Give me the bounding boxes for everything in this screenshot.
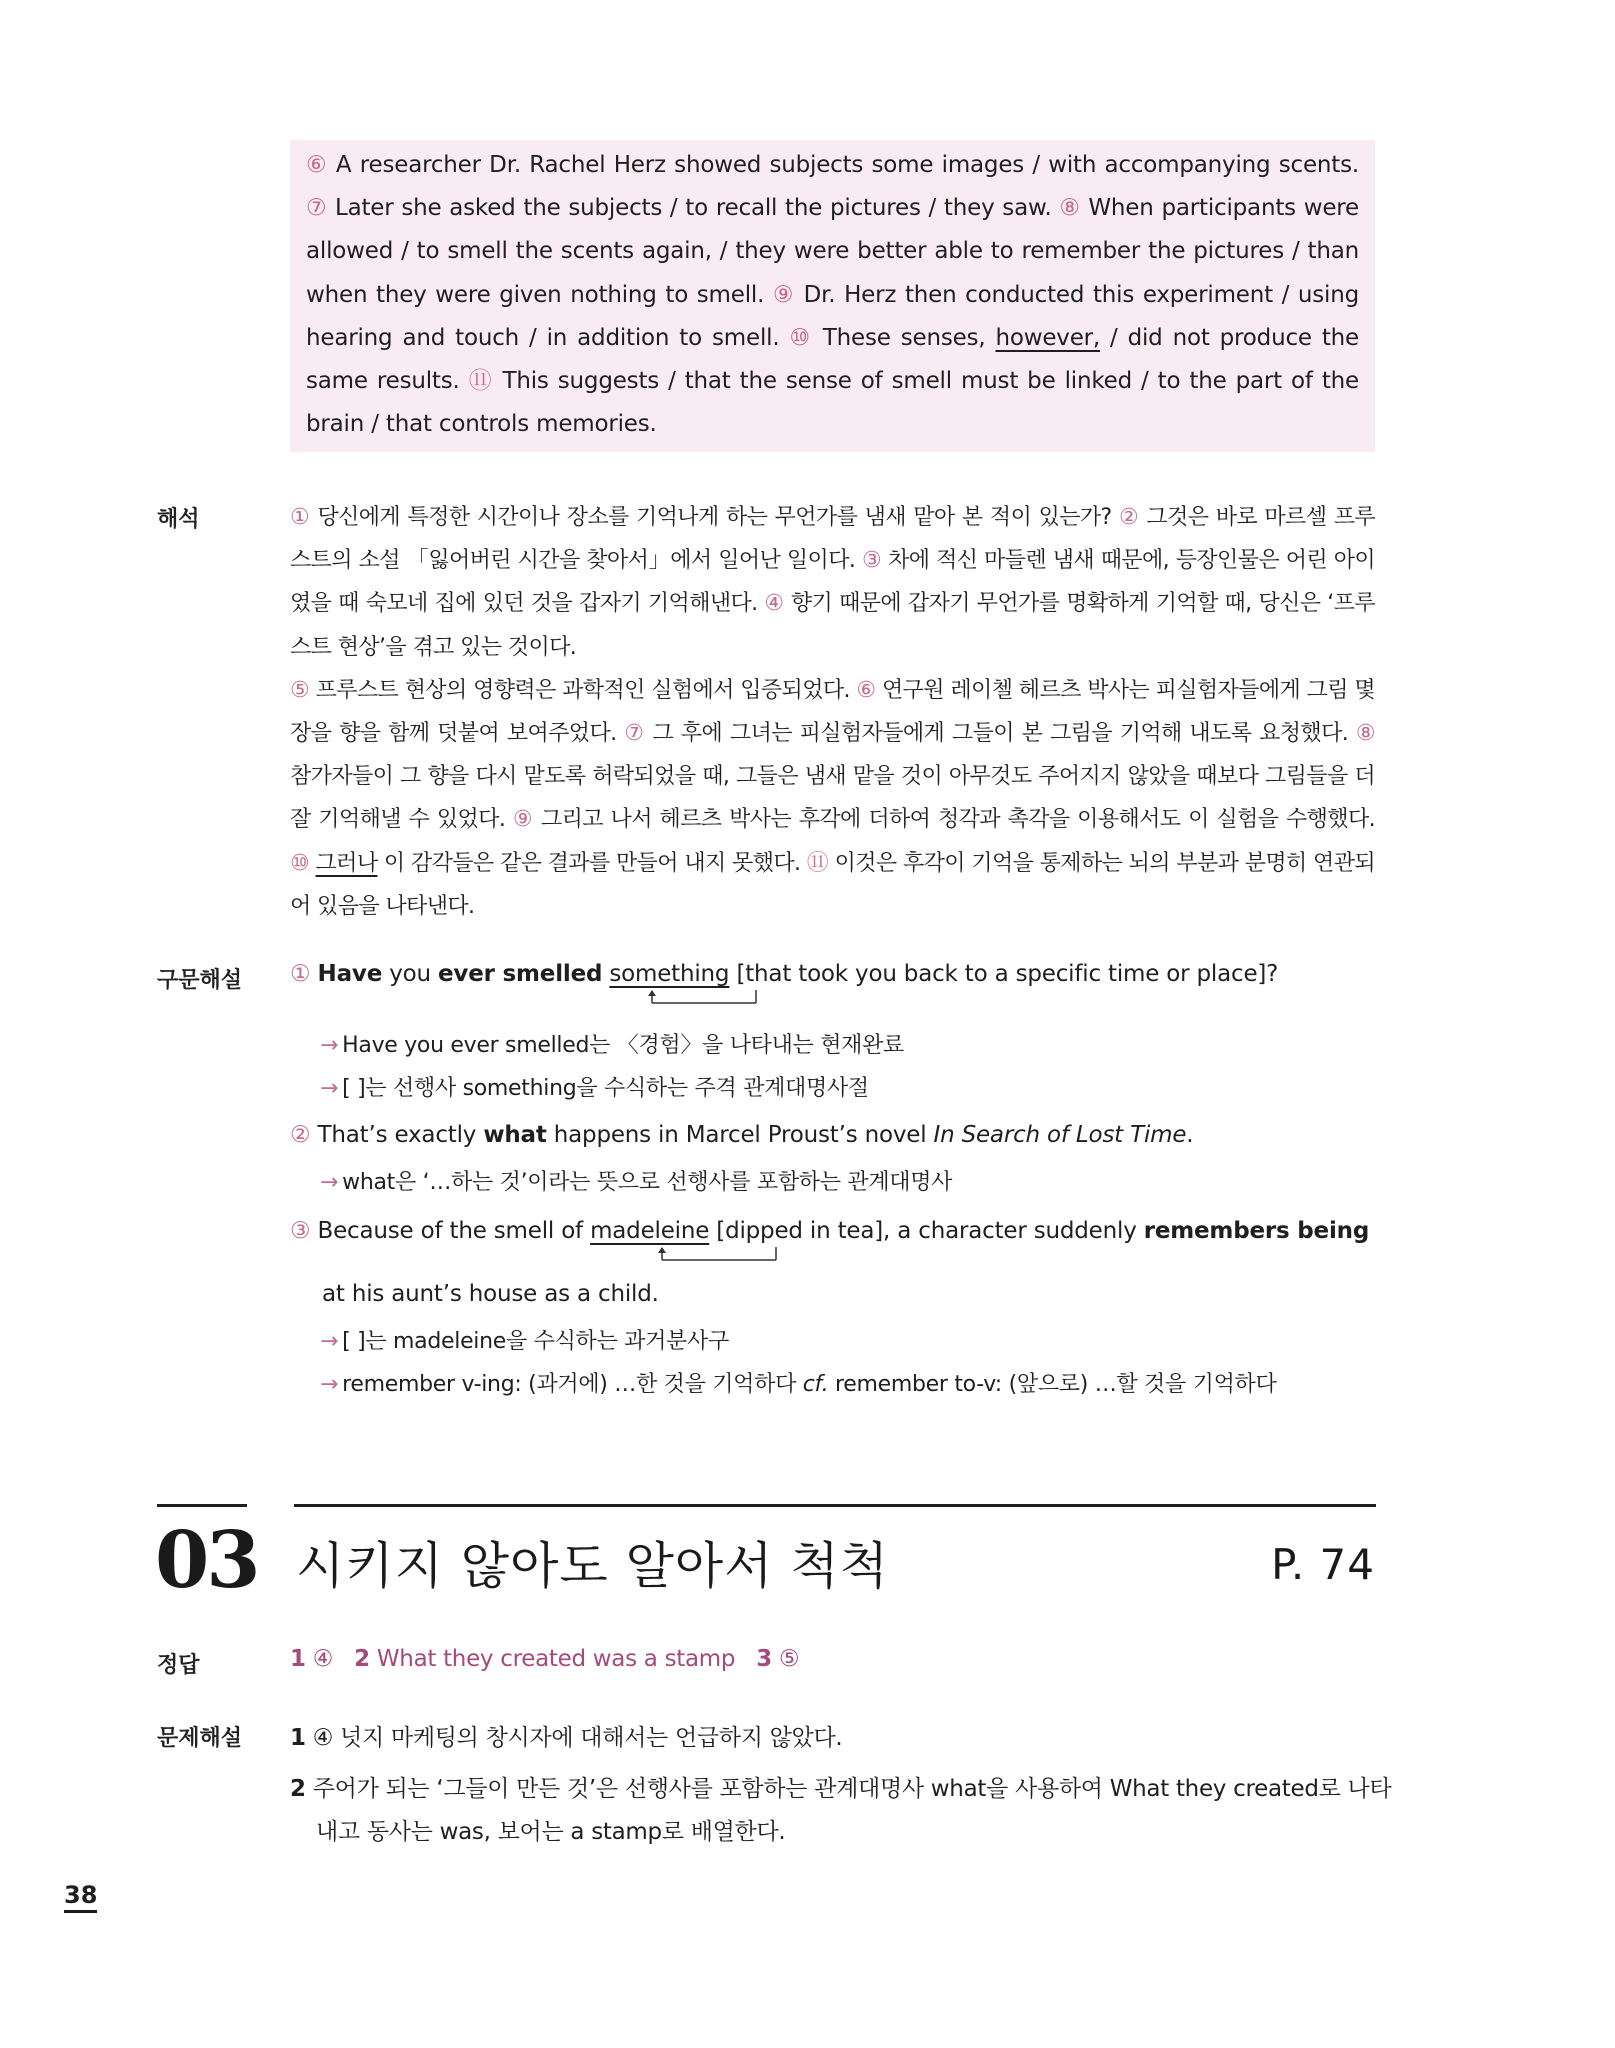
underlined-connector: 그러나 (315, 850, 378, 876)
answer-number: 3 (756, 1646, 772, 1672)
sentence-number: ① (290, 505, 311, 530)
grammar-item-3-continued: at his aunt’s house as a child. (322, 1281, 659, 1307)
translation-sentence: 차에 적신 마들렌 냄새 때문에, 등장인물은 어린 아이였을 때 숙모네 집에 있던 것을 갑자기 기억해낸다. (290, 548, 1376, 617)
item-number: ① (290, 961, 311, 987)
sentence-number: ⑩ (789, 324, 813, 351)
antecedent-link-icon (590, 988, 770, 1008)
item-number: ② (290, 1122, 311, 1148)
grammar-text: [that took you back to a specific time or place]? (729, 961, 1279, 987)
translation-sentence: 그것은 바로 마르셀 프루스트의 소설 「잃어버린 시간을 찾아서」에서 일어난 일이다. (290, 505, 1376, 574)
explanation-text: ④ 넛지 마케팅의 창시자에 대해서는 언급하지 않았다. (305, 1725, 843, 1751)
grammar-item-3 (290, 1218, 1369, 1244)
grammar-note (320, 1165, 952, 1196)
translation-sentence: 연구원 레이첼 헤르츠 박사는 피실험자들에게 그림 몇 장을 향을 함께 덧붙여 보여주었다. (290, 677, 1376, 747)
item-number: 2 (290, 1776, 306, 1802)
sentence-6: A researcher Dr. Rachel Herz showed subjects some images / with accompanying scents. (327, 152, 1360, 178)
grammar-text: Because of the smell of (310, 1218, 591, 1244)
novel-title: In Search of Lost Time (933, 1122, 1187, 1148)
sentence-number: ⑦ (306, 195, 328, 222)
answer-number: 2 (354, 1646, 370, 1672)
grammar-text: you (382, 961, 438, 987)
grammar-text: [dipped in tea], a character suddenly (709, 1218, 1144, 1244)
antecedent-link-icon (600, 1245, 780, 1265)
sentence-number: ③ (861, 548, 882, 574)
grammar-note-text: what은 ‘…하는 것’이라는 뜻으로 선행사를 포함하는 관계대명사 (342, 1170, 953, 1195)
passage-box (290, 140, 1375, 452)
grammar-note (320, 1324, 729, 1355)
grammar-text: That’s exactly (310, 1122, 484, 1148)
grammar-text: happens in Marcel Proust’s novel (546, 1122, 934, 1148)
arrow-icon: → (320, 1076, 339, 1101)
sentence-number: ⑤ (290, 677, 310, 703)
item-number: 1 (290, 1725, 306, 1751)
sentence-number: ⑥ (306, 152, 328, 178)
explanation-label: 문제해설 (157, 1726, 243, 1751)
sentence-number: ⑩ (290, 850, 310, 876)
sentence-number: ⑪ (806, 850, 829, 876)
underlined-connector: however, (995, 324, 1101, 351)
grammar-text: . (1186, 1122, 1194, 1148)
sentence-number: ⑦ (624, 721, 645, 747)
grammar-note-text: remember to-v: (앞으로) …할 것을 기억하다 (828, 1372, 1277, 1397)
antecedent: madeleine (590, 1218, 710, 1244)
bold-keyword: Have (317, 961, 383, 987)
answers-row (290, 1646, 799, 1672)
sentence-9: Dr. Herz then conducted this experiment / using hearing and touch / in addition to smell. (306, 281, 1359, 351)
explanation-item-1 (290, 1719, 842, 1752)
sentence-10-part: / did not produce the same results. (306, 324, 1360, 395)
section-rule-left (157, 1504, 247, 1507)
cf-marker: cf. (802, 1372, 829, 1397)
sentence-number: ⑨ (512, 807, 534, 833)
grammar-note (320, 1028, 904, 1059)
grammar-label: 구문해설 (157, 968, 243, 993)
arrow-icon: → (320, 1372, 339, 1397)
grammar-note (320, 1367, 1276, 1398)
answer-value: ④ (312, 1646, 334, 1672)
translation-label: 해석 (157, 507, 200, 532)
bold-keyword: ever smelled (438, 961, 603, 987)
arrow-icon: → (320, 1033, 339, 1058)
grammar-item-2 (290, 1122, 1193, 1148)
translation-sentence: 이 감각들은 같은 결과를 만들어 내지 못했다. (377, 850, 807, 876)
explanation-item-2 (290, 1770, 1391, 1803)
arrow-icon: → (320, 1329, 339, 1354)
page-number: 38 (64, 1881, 97, 1913)
sentence-10-part: These senses, (812, 324, 996, 351)
translation-sentence: 이것은 후각이 기억을 통제하는 뇌의 부분과 분명히 연관되어 있음을 나타낸다. (290, 850, 1376, 919)
translation-sentence: 그리고 나서 헤르츠 박사는 후각에 더하여 청각과 촉각을 이용해서도 이 실험을 수행했다. (533, 807, 1375, 833)
translation-sentence: 프루스트 현상의 영향력은 과학적인 실험에서 입증되었다. (309, 677, 857, 703)
translation-sentence: 당신에게 특정한 시간이나 장소를 기억나게 하는 무언가를 냄새 맡아 본 적이 있는가? (310, 505, 1119, 530)
sentence-number: ④ (764, 591, 785, 617)
sentence-number: ⑥ (856, 677, 876, 703)
arrow-icon: → (320, 1170, 339, 1195)
sentence-number: ⑨ (772, 281, 795, 308)
section-title: 시키지 않아도 알아서 척척 (296, 1537, 889, 1595)
explanation-item-2-continued: 내고 동사는 was, 보어는 a stamp로 배열한다. (316, 1819, 786, 1845)
answer-number: 1 (290, 1646, 306, 1672)
translation-sentence: 향기 때문에 갑자기 무언가를 명확하게 기억할 때, 당신은 ‘프루스트 현상’을 겪고 있는 것이다. (290, 591, 1375, 660)
answer-value: ⑤ (778, 1646, 800, 1672)
section-rule-right (294, 1504, 1376, 1507)
bold-keyword: remembers being (1143, 1218, 1370, 1244)
section-number: 03 (155, 1515, 258, 1606)
grammar-note-text: [ ]는 madeleine을 수식하는 과거분사구 (342, 1329, 729, 1354)
sentence-7: Later she asked the subjects / to recall the pictures / they saw. (327, 195, 1060, 222)
translation-block (290, 496, 1375, 928)
answers-label: 정답 (157, 1653, 200, 1678)
grammar-item-1 (290, 961, 1278, 987)
section-page-ref: P. 74 (1271, 1540, 1375, 1589)
item-number: ③ (290, 1218, 311, 1244)
sentence-8: When participants were allowed / to smell the scents again, / they were better able to remember the pictures / than when they were given nothing to smell. (306, 195, 1360, 308)
sentence-number: ⑧ (1059, 195, 1081, 222)
sentence-11: This suggests / that the sense of smell must be linked / to the part of the brain / that controls memories. (306, 368, 1359, 438)
translation-sentence: 참가자들이 그 향을 다시 맡도록 허락되었을 때, 그들은 냄새 맡을 것이 아무것도 주어지지 않았을 때보다 그림들을 더 잘 기억해낼 수 있었다. (290, 764, 1375, 833)
translation-paragraph (290, 669, 1375, 928)
grammar-note-text: Have you ever smelled는 〈경험〉을 나타내는 현재완료 (342, 1033, 905, 1058)
translation-sentence: 그 후에 그녀는 피실험자들에게 그들이 본 그림을 기억해 내도록 요청했다. (644, 721, 1356, 747)
grammar-note-text: remember v-ing: (과거에) …한 것을 기억하다 (342, 1372, 803, 1397)
explanation-text: 주어가 되는 ‘그들이 만든 것’은 선행사를 포함하는 관계대명사 what을 사용하여 What they created로 나타 (305, 1776, 1392, 1802)
sentence-number: ⑪ (468, 368, 494, 395)
sentence-number: ② (1118, 505, 1140, 530)
grammar-note-text: [ ]는 선행사 something을 수식하는 주격 관계대명사절 (342, 1076, 869, 1101)
translation-paragraph (290, 496, 1375, 669)
grammar-note (320, 1071, 869, 1102)
sentence-number: ⑧ (1355, 721, 1376, 747)
antecedent: something (609, 961, 730, 987)
answer-value: What they created was a stamp (376, 1646, 736, 1672)
bold-keyword: what (483, 1122, 547, 1148)
